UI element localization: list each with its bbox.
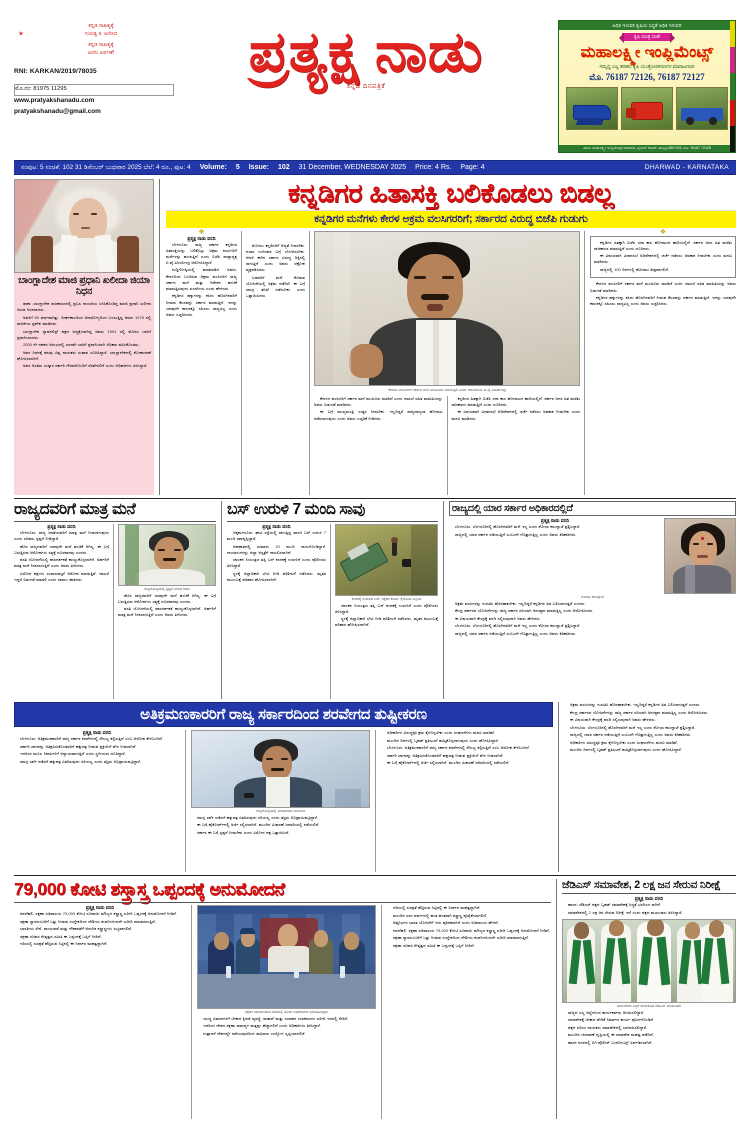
sec2-cont-p7: ಮುಂದಿನ ದಿನಗಳಲ್ಲಿ ಬೃಹತ್ ಪ್ರತಿಭಟನೆ ಹಮ್ಮಿಕೊಳ್ಳಲಾಗುವುದು ಎಂದು ಘೋಷಿಸಿದ್ದಾರೆ. bbox=[570, 747, 682, 753]
br-p6: ಮುಂದಿನ ಚುನಾವಣೆ ದೃಷ್ಟಿಯಲ್ಲಿ ಈ ಸಮಾವೇಶ ಮಹತ್ವ ಪಡೆದಿದೆ. bbox=[568, 1032, 654, 1038]
khaleda-para-2: ಅವರಿಗೆ 80 ವರ್ಷವಾಗಿತ್ತು. ದೀರ್ಘಕಾಲದಿಂದ ಅನಾರೋಗ್ಯದಿಂದ ಬಳಲುತ್ತಿದ್ದ ಅವರು 1975 ರಲ್ಲಿ ರಾಜಕೀಯ ಪ್ರವೇಶ ಮಾಡಿದರು. bbox=[17, 314, 151, 327]
bottom-right-caption: ಸಮಾವೇಶದ ಸಿದ್ಧತೆ ಪರಿಶೀಲಿಸಿದ ಜೆಡಿಎಸ್ ಮುಖಂಡರು bbox=[616, 1003, 682, 1008]
bl-c3-p2: ಮುಂದಿನ ಐದು ವರ್ಷಗಳಲ್ಲಿ ಹಂತ ಹಂತವಾಗಿ ಶಸ್ತ್ರಾಸ್ತ್ರ ಪೂರೈಕೆಯಾಗಲಿದೆ. bbox=[393, 912, 488, 918]
band-story-section bbox=[14, 702, 736, 872]
ad-phone: ಮೊ. 76187 72126, 76187 72127 bbox=[589, 71, 705, 82]
sec1-p6: ಸ್ಥಳಕ್ಕೆ ಜಿಲ್ಲಾಧಿಕಾರಿ ಭೇಟಿ ನೀಡಿ ಪರಿಶೀಲನೆ ನಡೆಸಿದರು. ಮೃತರ ಕುಟುಂಬಕ್ಕೆ ಪರಿಹಾರ ಘೋಷಿಸಲಾಗಿದೆ. bbox=[335, 616, 438, 628]
sec0-p6: ವಸತಿ ಯೋಜನೆಯಲ್ಲಿ ಪಾರದರ್ಶಕತೆ ಕಾಯ್ದುಕೊಳ್ಳಲಾಗಿದೆ. ಅರ್ಹರಿಗೆ ಮಾತ್ರ ಮನೆ ನೀಡಲಾಗುತ್ತಿದೆ ಎಂದು ಅವರು ತಿಳಿಸಿದರು. bbox=[118, 606, 216, 618]
band-headline: ಅತಿಕ್ರಮಣಕಾರರಿಗೆ ರಾಜ್ಯ ಸರ್ಕಾರದಿಂದ ಶರವೇಗದ ತುಷ್ಟೀಕರಣ bbox=[14, 702, 553, 727]
photo-jds-leaders bbox=[562, 919, 736, 1003]
br-p4: ಸಮಾವೇಶಕ್ಕೆ ಬೇಕಾದ ವೇದಿಕೆ ನಿರ್ಮಾಣ ಕಾರ್ಯ ಪೂರ್ಣಗೊಂಡಿದೆ. bbox=[568, 1017, 655, 1023]
bottom-left-column-3 bbox=[382, 905, 551, 1119]
sec2-cont-p6: ಅಧಿಕಾರಿಗಳ ವಿರುದ್ಧವೂ ಕ್ರಮ ಕೈಗೊಳ್ಳಬೇಕು ಎಂದು ಸಂಘಟನೆಗಳು ಮನವಿ ಮಾಡಿವೆ. bbox=[570, 739, 678, 745]
bl-c1-p3: ಭಾರತೀಯ ಸೇನೆ, ವಾಯುಪಡೆ ಮತ್ತು ನೌಕಾಪಡೆಗೆ ಆಧುನಿಕ ಶಸ್ತ್ರಾಸ್ತ್ರಗಳು ಲಭ್ಯವಾಗಲಿವೆ. bbox=[20, 926, 133, 932]
sec2-p6: ಬೆಂಗಳೂರು: ಬೆಂಗಳೂರಿನಲ್ಲಿ ಹೊರಗಿನವರಿಗೆ ಮನೆ ಇಲ್ಲ ಎಂದು ಶೋಭಾ ಕರಂದ್ಲಾಜೆ ಪ್ರಶ್ನಿಸಿದ್ದಾರೆ. bbox=[455, 623, 581, 629]
bottom-left-photo-column bbox=[192, 905, 382, 1119]
band-c3-p3: ಬೆಂಗಳೂರು: ಅತಿಕ್ರಮಣಕಾರರಿಗೆ ರಾಜ್ಯ ಸರ್ಕಾರ ಶರವೇಗದಲ್ಲಿ ಸೌಲಭ್ಯ ಕಲ್ಪಿಸುತ್ತಿದೆ ಎಂಬ ಆರೋಪ ಕೇಳಿಬಂದಿದೆ. bbox=[387, 745, 530, 751]
lead-c1-p1: ಬೆಂಗಳೂರು: ರಾಜ್ಯ ಸರ್ಕಾರ ಕನ್ನಡಿಗರ ಹಿತಾಸಕ್ತಿಯನ್ನು ಬಲಿಕೊಟ್ಟು ಅಕ್ರಮ ವಲಸಿಗರಿಗೆ ಮನೆಗಳನ್ನು ಹಂಚುತ್ತಿದೆ ಎಂದು ಬಿಜೆಪಿ ರಾಜ್ಯಾಧ್ಯಕ್ಷ ಬಿ.ವೈ.ವಿಜಯೇಂದ್ರ ಆರೋಪಿಸಿದ್ದಾರೆ. bbox=[166, 241, 237, 265]
sec2-cont-p4: ಬೆಂಗಳೂರು: ಬೆಂಗಳೂರಿನಲ್ಲಿ ಹೊರಗಿನವರಿಗೆ ಮನೆ ಇಲ್ಲ ಎಂದು ಶೋಭಾ ಕರಂದ್ಲಾಜೆ ಪ್ರಶ್ನಿಸಿದ್ದಾರೆ. bbox=[570, 724, 696, 730]
secondary-byline-2: ಪ್ರತ್ಯಕ್ಷ ನಾಡು ವರದಿ bbox=[540, 518, 570, 523]
bl-c2-p3: ಉತ್ಪಾದನೆ ದೇಶದಲ್ಲೇ ನಡೆಯುವುದರಿಂದ ಸಾವಿರಾರು ಉದ್ಯೋಗ ಸೃಷ್ಟಿಯಾಗಲಿದೆ. bbox=[203, 1030, 306, 1036]
khaleda-para-1: ಢಾಕಾ: ಬಾಂಗ್ಲಾದೇಶ ರಾಜಕಾರಣದಲ್ಲಿ ಪ್ರಬಲ ನಾಯಕಿಯ ಎನಿಸಿಕೊಂಡಿದ್ದ ಮಾಜಿ ಪ್ರಧಾನಿ ಖಲೀದಾ ಜಿಯಾ ನಿಧನರಾದರು. bbox=[17, 301, 151, 313]
byline-bullet-icon: ❖ bbox=[198, 228, 205, 236]
sec2-cont-p5: ರಾಜ್ಯದಲ್ಲಿ ಯಾರ ಸರ್ಕಾರ ನಡೆಯುತ್ತಿದೆ ಎಂಬುದೇ ಗೊತ್ತಾಗುತ್ತಿಲ್ಲ ಎಂದು ಅವರು ಕಿಡಿಕಾರಿದರು. bbox=[570, 732, 692, 738]
rni-number: RNI: KARKAN/2019/78035 bbox=[14, 68, 97, 76]
honor-line-4: ಅರಸು ಅರ್ಪಣೆ! bbox=[87, 50, 115, 57]
bl-c1-p2: ರಕ್ಷಣಾ ಸ್ವಾವಲಂಬನೆಗೆ ಒತ್ತು ನೀಡುವ ಉದ್ದೇಶದಿಂದ ದೇಶೀಯ ಕಂಪನಿಗಳಿಂದಲೇ ಖರೀದಿ ಮಾಡಲಾಗುತ್ತಿದೆ. bbox=[20, 918, 156, 924]
lead-c3-p2: ಈ ಬಗ್ಗೆ ಮುಖ್ಯಮಂತ್ರಿ ಉತ್ತರ ನೀಡಬೇಕು. ಇಲ್ಲದಿದ್ದರೆ ರಾಜ್ಯದಾದ್ಯಂತ ಹೋರಾಟ ನಡೆಸಲಾಗುವುದು ಎಂದು ಅವರು ಎಚ್ಚರಿಕೆ ನೀಡಿದರು. bbox=[314, 409, 443, 421]
issue-label: Issue: bbox=[248, 164, 269, 171]
bl-c3-p1: ಗಡಿಯಲ್ಲಿ ಸುರಕ್ಷತೆ ಹೆಚ್ಚಿಸುವ ನಿಟ್ಟಿನಲ್ಲಿ ಈ ನಿರ್ಧಾರ ಮಹತ್ವದ್ದಾಗಿದೆ. bbox=[393, 905, 481, 910]
khaleda-para-5: ಅವರ ನಿಧನಕ್ಕೆ ಹಲವು ವಿಶ್ವ ನಾಯಕರು ಸಂತಾಪ ಸೂಚಿಸಿದ್ದಾರೆ. ಬಾಂಗ್ಲಾದೇಶದಲ್ಲಿ ಶೋಕಾಚರಣೆ ಘೋಷಿಸಲಾಗಿದೆ. bbox=[17, 349, 151, 361]
info-kannada: ಸಂಪುಟ: 5 ಸಂಚಿಕೆ: 102 31 ಡಿಸೆಂಬರ್ ಬುಧವಾರ 2025 ಬೆಲೆ: 4 ರೂ., ಪುಟ: 4 bbox=[21, 163, 191, 171]
photo-bus-accident bbox=[335, 524, 438, 596]
masthead-title-block bbox=[174, 8, 558, 91]
lead-c3b-p2: ಈ ವಿಷಯವಾಗಿ ವಿಧಾನಸಭೆ ಅಧಿವೇಶನದಲ್ಲಿ ಚರ್ಚೆ ನಡೆಸಲು ಅವಕಾಶ ನೀಡಬೇಕು ಎಂದು ಮನವಿ ಮಾಡಿದರು. bbox=[451, 409, 580, 421]
bl-c3-p4: ನವದೆಹಲಿ: ರಕ್ಷಣಾ ಸಚಿವಾಲಯ 79,000 ಕೋಟಿ ರೂಪಾಯಿ ಮೌಲ್ಯದ ಶಸ್ತ್ರಾಸ್ತ್ರ ಖರೀದಿ ಒಪ್ಪಂದಕ್ಕೆ ಅನುಮೋದನೆ ನೀಡಿದೆ. bbox=[393, 927, 550, 933]
lead-c4-p3: ರಾಜ್ಯದಲ್ಲಿ 100 ದಿನಗಳಲ್ಲಿ ಹೋರಾಟ ತೀವ್ರವಾಗಲಿದೆ. bbox=[600, 266, 669, 272]
ad-color-strip bbox=[730, 21, 735, 152]
ad-image-plough bbox=[566, 87, 618, 130]
lead-column-1 bbox=[166, 228, 242, 495]
honor-line-2: ಗುರುತ್ವ ಕ. ಅಣಿಸಿದ bbox=[84, 31, 118, 38]
ad-ribbon: ಕೃಷಿ ಯಂತ್ರ ಸಲಹೆ bbox=[622, 33, 672, 41]
sec2-p2: ರಾಜ್ಯದಲ್ಲಿ ಯಾರ ಸರ್ಕಾರ ನಡೆಯುತ್ತಿದೆ ಎಂಬುದೇ ಗೊತ್ತಾಗುತ್ತಿಲ್ಲ ಎಂದು ಅವರು ಕಿಡಿಕಾರಿದರು. bbox=[455, 531, 577, 537]
bottom-left-caption: ರಕ್ಷಣಾ ಸಚಿವಾಲಯದ ಸಭೆಯಲ್ಲಿ ಹಿರಿಯ ಅಧಿಕಾರಿಗಳು ಭಾಗವಹಿಸಿದ್ದರು bbox=[245, 1009, 328, 1014]
band-photo-caption: ಸುದ್ದಿಗೋಷ್ಠಿಯಲ್ಲಿ ಮಾತನಾಡಿದ ಮುಖಂಡ bbox=[256, 808, 305, 813]
photo-vijayendra bbox=[314, 231, 580, 386]
advertisement-mahalakshmi[interactable] bbox=[558, 20, 736, 153]
band-c3-p1: ಅಧಿಕಾರಿಗಳ ವಿರುದ್ಧವೂ ಕ್ರಮ ಕೈಗೊಳ್ಳಬೇಕು ಎಂದು ಸಂಘಟನೆಗಳು ಮನವಿ ಮಾಡಿವೆ. bbox=[387, 730, 495, 735]
sec1-p3: ಚಾಲಕನ ನಿಯಂತ್ರಣ ತಪ್ಪಿ ಬಸ್ ಕಂದಕಕ್ಕೆ ಉರುಳಿದೆ ಎಂದು ಪೊಲೀಸರು ತಿಳಿಸಿದ್ದಾರೆ. bbox=[227, 557, 326, 569]
lead-column-3 bbox=[314, 396, 448, 495]
sec0-p4: ವಿರೋಧ ಪಕ್ಷಗಳು ಸುಖಾಸುಮ್ಮನೆ ಆರೋಪ ಮಾಡುತ್ತಿವೆ. ದಾಖಲೆ ಇದ್ದರೆ ಬಿಡುಗಡೆ ಮಾಡಲಿ ಎಂದು ಸವಾಲು ಹಾಕಿದರು. bbox=[14, 571, 109, 583]
bottom-right-byline: ಪ್ರತ್ಯಕ್ಷ ನಾಡು ವರದಿ bbox=[634, 896, 664, 902]
secondary-caption-2: ಶೋಭಾ ಕರಂದ್ಲಾಜೆ bbox=[581, 594, 604, 599]
secondary-headline-1: ಬಸ್ ಉರುಳಿ 7 ಮಂದಿ ಸಾವು bbox=[227, 501, 365, 518]
band-c1-p4: ಸಮಗ್ರ ಸರ್ವೆ ನಡೆಸದೆ ಹಕ್ಕುಪತ್ರ ವಿತರಿಸುವುದು ಸರಿಯಲ್ಲ ಎಂದು ತಜ್ಞರು ಅಭಿಪ್ರಾಯಪಟ್ಟಿದ್ದಾರೆ. bbox=[20, 758, 141, 764]
band-column-1 bbox=[14, 730, 186, 872]
ad-image-rotavator bbox=[621, 87, 673, 130]
br-p7: ಹಾಸನ ನಗರದಲ್ಲಿ ಬಿಗಿ ಪೊಲೀಸ್ ಬಂದೋಬಸ್ತ್ ಏರ್ಪಡಿಸಲಾಗಿದೆ. bbox=[568, 1039, 653, 1045]
band-c3-p4: ಸರ್ಕಾರಿ ಜಾಗವನ್ನು ಅತಿಕ್ರಮಿಸಿಕೊಂಡವರಿಗೆ ಹಕ್ಕುಪತ್ರ ನೀಡುವ ಪ್ರಕ್ರಿಯೆಗೆ ವೇಗ ನೀಡಲಾಗಿದೆ. bbox=[387, 752, 504, 758]
band-c2-p3: ಸರ್ಕಾರ ಈ ಬಗ್ಗೆ ಸ್ಪಷ್ಟನೆ ನೀಡಬೇಕು ಎಂದು ವಿರೋಧ ಪಕ್ಷ ಒತ್ತಾಯಿಸಿದೆ. bbox=[197, 829, 290, 835]
sec0-p1: ಬೆಂಗಳೂರು: ರಾಜ್ಯ ಜನತೆಯವರಿಗೆ ಮಾತ್ರ ಮನೆ ನೀಡಲಾಗುವುದು ಎಂದು ಸಚಿವರು ಸ್ಪಷ್ಟನೆ ನೀಡಿದ್ದಾರೆ. bbox=[14, 530, 109, 542]
sec2-p1: ಬೆಂಗಳೂರು: ಬೆಂಗಳೂರಿನಲ್ಲಿ ಹೊರಗಿನವರಿಗೆ ಮನೆ ಇಲ್ಲ ಎಂದು ಶೋಭಾ ಕರಂದ್ಲಾಜೆ ಪ್ರಶ್ನಿಸಿದ್ದಾರೆ. bbox=[455, 524, 581, 529]
lead-column-4 bbox=[584, 228, 736, 495]
br-p5: ಪಕ್ಷದ ಹಿರಿಯ ನಾಯಕರು ಸಮಾವೇಶದಲ್ಲಿ ಭಾಗವಹಿಸಲಿದ್ದಾರೆ. bbox=[568, 1024, 648, 1030]
sidebar-story-khaleda[interactable] bbox=[14, 179, 160, 495]
lead-headline: ಕನ್ನಡಿಗರ ಹಿತಾಸಕ್ತಿ ಬಲಿಕೊಡಲು ಬಿಡಲ್ಲ bbox=[288, 178, 614, 208]
photo-defence-meeting bbox=[197, 905, 376, 1009]
volume-value: 5 bbox=[235, 164, 240, 171]
bl-c2-p2: ಇದರಿಂದ ದೇಶದ ರಕ್ಷಣಾ ಸಾಮರ್ಥ್ಯ ಮತ್ತಷ್ಟು ಹೆಚ್ಚಾಗಲಿದೆ ಎಂದು ಅಧಿಕಾರಿಗಳು ತಿಳಿಸಿದ್ದಾರೆ. bbox=[203, 1023, 321, 1029]
sec1-p2: ಅಪಘಾತದಲ್ಲಿ ಸುಮಾರು 20 ಮಂದಿ ಗಾಯಗೊಂಡಿದ್ದಾರೆ. ಗಾಯಾಳುಗಳನ್ನು ಜಿಲ್ಲಾ ಆಸ್ಪತ್ರೆಗೆ ದಾಖಲಿಸಲಾಗಿದೆ. bbox=[227, 543, 326, 555]
issue-date: 31 December, WEDNESDAY 2025 bbox=[298, 164, 407, 171]
honor-line-3: ಕನ್ನಡ ಸಾಹಿತ್ಯಕ್ಕೆ bbox=[88, 42, 114, 49]
secondary-story-1[interactable] bbox=[222, 501, 444, 699]
band-c3-p5: ಈ ಬಗ್ಗೆ ಹೈಕೋರ್ಟ್‌ನಲ್ಲಿ ಅರ್ಜಿ ಸಲ್ಲಿಸಲಾಗಿದೆ. ಮುಂದಿನ ವಿಚಾರಣೆ ಜನವರಿಯಲ್ಲಿ ನಡೆಯಲಿದೆ. bbox=[387, 760, 510, 766]
lead-c3b-p1: ಕನ್ನಡಿಗರ ಹಿತಕ್ಕಾಗಿ ಬಿಜೆಪಿ ಸದಾ ಕಾಲ ಹೋರಾಟದ ಹಾದಿಯಲ್ಲಿದೆ. ಸರ್ಕಾರ ಜನರ ಹಿತ ಮರೆತು ರಾಜಕಾರಣ ಮಾಡುತ್ತಿದೆ ಎಂದು ದೂರಿದರು. bbox=[451, 395, 580, 407]
band-byline: ಪ್ರತ್ಯಕ್ಷ ನಾಡು ವರದಿ bbox=[82, 730, 112, 735]
photo-khaleda-zia bbox=[14, 179, 154, 273]
br-p1: ಹಾಸನ: ಜೆಡಿಎಸ್ ಪಕ್ಷದ ಬೃಹತ್ ಸಮಾವೇಶಕ್ಕೆ ಸಿದ್ಧತೆ ಭರದಿಂದ ಸಾಗಿದೆ. bbox=[568, 902, 662, 908]
bottom-left-byline: ಪ್ರತ್ಯಕ್ಷ ನಾಡು ವರದಿ bbox=[85, 905, 115, 910]
band-c1-p1: ಬೆಂಗಳೂರು: ಅತಿಕ್ರಮಣಕಾರರಿಗೆ ರಾಜ್ಯ ಸರ್ಕಾರ ಶರವೇಗದಲ್ಲಿ ಸೌಲಭ್ಯ ಕಲ್ಪಿಸುತ್ತಿದೆ ಎಂಬ ಆರೋಪ ಕೇಳಿಬಂದಿದೆ. bbox=[20, 736, 163, 741]
band-c1-p3: ಇದರಿಂದ ಮೂಲ ನಿವಾಸಿಗಳಿಗೆ ಅನ್ಯಾಯವಾಗುತ್ತಿದೆ ಎಂದು ಸ್ಥಳೀಯರು ದೂರಿದ್ದಾರೆ. bbox=[20, 751, 126, 757]
ad-top-banner: ಅಧಿಕ ಇಳುವರಿ ಕೃಷಿಯ ಸಿದ್ಧತೆ ಅಧಿಕ ಇಳುವರಿ bbox=[559, 21, 735, 30]
byline-bullet-icon-2: ❖ bbox=[659, 228, 667, 236]
bl-c1-p4: ರಕ್ಷಣಾ ಸಚಿವರ ನೇತೃತ್ವದ ಸಮಿತಿ ಈ ಒಪ್ಪಂದಕ್ಕೆ ಒಪ್ಪಿಗೆ ನೀಡಿದೆ. bbox=[20, 933, 102, 939]
honor-line-1: ಕನ್ನಡ ಸಾಹಿತ್ಯಕ್ಕೆ bbox=[88, 23, 114, 29]
sec2-cont-p1: ಅಕ್ರಮ ವಲಸಿಗರನ್ನು ಗುರುತಿಸಿ ಹೊರಹಾಕಬೇಕು. ಇಲ್ಲದಿದ್ದರೆ ಕನ್ನಡಿಗರ ಹಿತ ಬಲಿಯಾಗುತ್ತದೆ ಎಂದರು. bbox=[570, 702, 701, 707]
ad-footer-address: ವಿಳಾಸ: ಮಹಾಲಕ್ಷ್ಮೀ ಇಂಪ್ಲಿಮೆಂಟ್ಸ್ ಧಾರವಾಡ, ಬೈಪಾಸ್ ರೋಡ್, ಹುಬ್ಬಳ್ಳಿ-580 029, ಮೊ: 76187 72126 bbox=[559, 145, 735, 152]
paper-title: ಪ್ರತ್ಯಕ್ಷ ನಾಡು bbox=[248, 21, 484, 84]
sec2-p4: ಕೇಂದ್ರ ಸರ್ಕಾರದ ಯೋಜನೆಗಳನ್ನು ರಾಜ್ಯ ಸರ್ಕಾರ ಸರಿಯಾಗಿ ಅನುಷ್ಠಾನ ಮಾಡುತ್ತಿಲ್ಲ ಎಂದು ಆರೋಪಿಸಿದರು. bbox=[455, 608, 594, 614]
lead-column-2 bbox=[242, 231, 310, 495]
sec2-p3: ಅಕ್ರಮ ವಲಸಿಗರನ್ನು ಗುರುತಿಸಿ ಹೊರಹಾಕಬೇಕು. ಇಲ್ಲದಿದ್ದರೆ ಕನ್ನಡಿಗರ ಹಿತ ಬಲಿಯಾಗುತ್ತದೆ ಎಂದರು. bbox=[455, 600, 586, 606]
website-link[interactable]: www.pratyakshanadu.com bbox=[14, 96, 95, 104]
khaleda-headline: ಬಾಂಗ್ಲಾದೇಶ ಮಾಜಿ ಪ್ರಧಾನಿ ಖಲೀದಾ ಜಿಯಾ ನಿಧನ bbox=[18, 275, 150, 298]
band-c2-p1: ಸಮಗ್ರ ಸರ್ವೆ ನಡೆಸದೆ ಹಕ್ಕುಪತ್ರ ವಿತರಿಸುವುದು ಸರಿಯಲ್ಲ ಎಂದು ತಜ್ಞರು ಅಭಿಪ್ರಾಯಪಟ್ಟಿದ್ದಾರೆ. bbox=[197, 814, 318, 820]
br-p3: ರಾಜ್ಯದ ಎಲ್ಲ ಜಿಲ್ಲೆಗಳಿಂದ ಕಾರ್ಯಕರ್ತರು ಆಗಮಿಸಲಿದ್ದಾರೆ. bbox=[568, 1009, 645, 1015]
lead-story[interactable] bbox=[160, 179, 736, 495]
secondary-byline-1: ಪ್ರತ್ಯಕ್ಷ ನಾಡು ವರದಿ bbox=[262, 524, 291, 529]
star-icon: ✶ bbox=[18, 31, 24, 38]
sec0-p2: ಹೊರ ರಾಜ್ಯದವರಿಗೆ ಯಾವುದೇ ಮನೆ ಹಂಚಿಕೆ ಆಗಿಲ್ಲ. ಈ ಬಗ್ಗೆ ಬರುತ್ತಿರುವ ಆರೋಪಗಳು ಸತ್ಯಕ್ಕೆ ದೂರವಾದವು ಎಂದರು. bbox=[14, 543, 109, 555]
lead-c4-extra-1: ಕೇರಳದ ವಲಸಿಗರಿಗೆ ಸರ್ಕಾರ ಮನೆ ಮಂಜೂರು ಮಾಡಿದೆ ಎಂದು ದಾಖಲೆ ಸಹಿತ ಮಾಹಿತಿಯನ್ನು ಅವರು ಬಿಡುಗಡೆ ಮಾಡಿದರು. bbox=[590, 281, 736, 293]
bottom-right-story[interactable] bbox=[557, 879, 736, 1119]
sec0-p3: ವಸತಿ ಯೋಜನೆಯಲ್ಲಿ ಪಾರದರ್ಶಕತೆ ಕಾಯ್ದುಕೊಳ್ಳಲಾಗಿದೆ. ಅರ್ಹರಿಗೆ ಮಾತ್ರ ಮನೆ ನೀಡಲಾಗುತ್ತಿದೆ ಎಂದು ಅವರು ತಿಳಿಸಿದರು. bbox=[14, 557, 109, 569]
secondary-byline-0: ಪ್ರತ್ಯಕ್ಷ ನಾಡು ವರದಿ bbox=[47, 524, 76, 529]
lead-c4-p2: ಈ ವಿಷಯವಾಗಿ ವಿಧಾನಸಭೆ ಅಧಿವೇಶನದಲ್ಲಿ ಚರ್ಚೆ ನಡೆಸಲು ಅವಕಾಶ ನೀಡಬೇಕು ಎಂದು ಮನವಿ ಮಾಡಿದರು. bbox=[594, 253, 732, 265]
lead-column-3b bbox=[448, 396, 581, 495]
issue-pages: Page: 4 bbox=[460, 164, 485, 171]
lead-photo-column bbox=[310, 231, 584, 495]
bottom-section bbox=[14, 879, 736, 1119]
khaleda-para-3: ಬಾಂಗ್ಲಾದೇಶ ನ್ಯಾಷನಲಿಸ್ಟ್ ಪಕ್ಷದ ಅಧ್ಯಕ್ಷೆಯಾಗಿದ್ದ ಅವರು 1991 ರಲ್ಲಿ ಮೊದಲ ಬಾರಿಗೆ ಪ್ರಧಾನಿಯಾದರು. bbox=[17, 328, 151, 340]
band-c1-p2: ಸರ್ಕಾರಿ ಜಾಗವನ್ನು ಅತಿಕ್ರಮಿಸಿಕೊಂಡವರಿಗೆ ಹಕ್ಕುಪತ್ರ ನೀಡುವ ಪ್ರಕ್ರಿಯೆಗೆ ವೇಗ ನೀಡಲಾಗಿದೆ. bbox=[20, 743, 137, 749]
bl-c1-p1: ನವದೆಹಲಿ: ರಕ್ಷಣಾ ಸಚಿವಾಲಯ 79,000 ಕೋಟಿ ರೂಪಾಯಿ ಮೌಲ್ಯದ ಶಸ್ತ್ರಾಸ್ತ್ರ ಖರೀದಿ ಒಪ್ಪಂದಕ್ಕೆ ಅನುಮೋದನೆ ನೀಡಿದೆ. bbox=[20, 911, 177, 916]
band-photo-column bbox=[186, 730, 376, 872]
lead-c1-p2: ಸುದ್ದಿಗೋಷ್ಠಿಯಲ್ಲಿ ಮಾತನಾಡಿದ ಅವರು, ಕೇರಳದಿಂದ ಬಂದಿರುವ ಅಕ್ರಮ ವಲಸಿಗರಿಗೆ ರಾಜ್ಯ ಸರ್ಕಾರ ಮನೆ ಮತ್ತು ನಿವೇಶನ ಹಂಚಿಕೆ ಮಾಡುತ್ತಿರುವುದು ಖಂಡನೀಯ ಎಂದು ಹೇಳಿದರು. bbox=[166, 267, 237, 291]
sec2-cont-p3: ಈ ವಿಷಯವಾಗಿ ಕೇಂದ್ರಕ್ಕೆ ವರದಿ ಸಲ್ಲಿಸುವುದಾಗಿ ಅವರು ಹೇಳಿದರು. bbox=[570, 717, 656, 723]
sec1-p5: ಚಾಲಕನ ನಿಯಂತ್ರಣ ತಪ್ಪಿ ಬಸ್ ಕಂದಕಕ್ಕೆ ಉರುಳಿದೆ ಎಂದು ಪೊಲೀಸರು ತಿಳಿಸಿದ್ದಾರೆ. bbox=[335, 602, 438, 614]
ad-tagline: ಸಮೃದ್ಧ ಎಲ್ಲ ತರಹದ ಕೃಷಿ ಯಂತ್ರೋಪಕರಣಗಳ ಮಾರಾಟಗಾರ! bbox=[599, 64, 695, 70]
photo-shobha-karandlaje bbox=[664, 518, 736, 594]
bottom-left-headline: 79,000 ಕೋಟಿ ಶಸ್ತ್ರಾಸ್ತ್ರ ಒಪ್ಪಂದಕ್ಕೆ ಅನುಮೋದನೆ bbox=[14, 879, 285, 899]
issue-info-bar bbox=[14, 160, 736, 175]
bottom-right-headline: ಜೆಡಿಎಸ್ ಸಮಾವೇಶ, 2 ಲಕ್ಷ ಜನ ಸೇರುವ ನಿರೀಕ್ಷೆ bbox=[562, 879, 721, 891]
paper-subtitle: ಕನ್ನಡ ದಿನಪತ್ರಿಕೆ bbox=[346, 83, 386, 91]
secondary-story-0[interactable] bbox=[14, 501, 222, 699]
issue-place: DHARWAD - KARNATAKA bbox=[644, 164, 729, 171]
ad-brand-name: ಮಹಾಲಕ್ಷ್ಮೀ ಇಂಪ್ಲಿಮೆಂಟ್ಸ್ bbox=[580, 43, 714, 61]
secondary-caption-1: ಕಂದಕಕ್ಕೆ ಉರುಳಿದ ಬಸ್; ರಕ್ಷಣಾ ಕಾರ್ಯ ಕೈಗೊಂಡ ಸಿಬ್ಬಂದಿ bbox=[351, 596, 422, 601]
lead-section bbox=[14, 179, 736, 495]
lead-c1-p3: ಕನ್ನಡಿಗರ ಹಕ್ಕುಗಳನ್ನು ಕಸಿದು ಹೊರಗಿನವರಿಗೆ ನೀಡುವ ಕೆಲಸವನ್ನು ಸರ್ಕಾರ ಮಾಡುತ್ತಿದೆ. ಇದನ್ನು ಯಾವುದೇ ಕಾರಣಕ್ಕೂ ಸಹಿಸಲು ಸಾಧ್ಯವಿಲ್ಲ ಎಂದು ಅವರು ಎಚ್ಚರಿಸಿದರು. bbox=[166, 293, 237, 317]
band-c2-p2: ಈ ಬಗ್ಗೆ ಹೈಕೋರ್ಟ್‌ನಲ್ಲಿ ಅರ್ಜಿ ಸಲ್ಲಿಸಲಾಗಿದೆ. ಮುಂದಿನ ವಿಚಾರಣೆ ಜನವರಿಯಲ್ಲಿ ನಡೆಯಲಿದೆ. bbox=[197, 822, 320, 828]
issue-price: Price: 4 Rs. bbox=[415, 164, 452, 171]
lead-subhead: ಕನ್ನಡಿಗರ ಮನೆಗಳು ಕೇರಳ ಅಕ್ರಮ ವಲಸಿಗರರಿಗೆ; ಸರ್ಕಾರದ ವಿರುದ್ಧ ಬಿಜೆಪಿ ಗುಡುಗು bbox=[166, 210, 736, 228]
email-link[interactable]: pratyakshanadu@gmail.com bbox=[14, 107, 101, 115]
bl-c2-p1: ಯುದ್ಧ ವಿಮಾನಗಳಿಗೆ ಬೇಕಾದ ಕ್ಷಿಪಣಿ ವ್ಯವಸ್ಥೆ, ರಾಡಾರ್ ಮತ್ತು ಸಂವಹನ ಉಪಕರಣಗಳ ಖರೀದಿ ಇದರಲ್ಲಿ ಸೇರಿದೆ. bbox=[203, 1015, 349, 1021]
band-story[interactable] bbox=[14, 702, 559, 872]
masthead-left-info bbox=[14, 8, 174, 117]
secondary-stories-row bbox=[14, 501, 736, 699]
photo-minister bbox=[118, 524, 216, 586]
secondary-headline-2: ರಾಜ್ಯದಲ್ಲಿ ಯಾರ ಸರ್ಕಾರ ಅಧಿಕಾರದಲ್ಲಿದೆ bbox=[452, 503, 573, 514]
sec2-p7: ರಾಜ್ಯದಲ್ಲಿ ಯಾರ ಸರ್ಕಾರ ನಡೆಯುತ್ತಿದೆ ಎಂಬುದೇ ಗೊತ್ತಾಗುತ್ತಿಲ್ಲ ಎಂದು ಅವರು ಕಿಡಿಕಾರಿದರು. bbox=[455, 630, 577, 636]
bl-c3-p5: ರಕ್ಷಣಾ ಸ್ವಾವಲಂಬನೆಗೆ ಒತ್ತು ನೀಡುವ ಉದ್ದೇಶದಿಂದ ದೇಶೀಯ ಕಂಪನಿಗಳಿಂದಲೇ ಖರೀದಿ ಮಾಡಲಾಗುತ್ತಿದೆ. bbox=[393, 935, 529, 941]
br-p2: ಸಮಾವೇಶದಲ್ಲಿ 2 ಲಕ್ಷ ಜನ ಸೇರುವ ನಿರೀಕ್ಷೆ ಇದೆ ಎಂದು ಪಕ್ಷದ ಮುಖಂಡರು ತಿಳಿಸಿದ್ದಾರೆ. bbox=[568, 909, 683, 915]
sec2-p5: ಈ ವಿಷಯವಾಗಿ ಕೇಂದ್ರಕ್ಕೆ ವರದಿ ಸಲ್ಲಿಸುವುದಾಗಿ ಅವರು ಹೇಳಿದರು. bbox=[455, 615, 541, 621]
volume-label: Volume: bbox=[199, 164, 227, 171]
lead-c3-p1: ಕೇರಳದ ವಲಸಿಗರಿಗೆ ಸರ್ಕಾರ ಮನೆ ಮಂಜೂರು ಮಾಡಿದೆ ಎಂದು ದಾಖಲೆ ಸಹಿತ ಮಾಹಿತಿಯನ್ನು ಅವರು ಬಿಡುಗಡೆ ಮಾಡಿದರು. bbox=[314, 395, 443, 407]
bl-c1-p5: ಗಡಿಯಲ್ಲಿ ಸುರಕ್ಷತೆ ಹೆಚ್ಚಿಸುವ ನಿಟ್ಟಿನಲ್ಲಿ ಈ ನಿರ್ಧಾರ ಮಹತ್ವದ್ದಾಗಿದೆ. bbox=[20, 941, 108, 947]
sec1-p1: ಚಿಕ್ಕಮಗಳೂರು: ಘಾಟಿ ರಸ್ತೆಯಲ್ಲಿ ಸಾಗುತ್ತಿದ್ದ ಖಾಸಗಿ ಬಸ್ ಉರುಳಿ 7 ಮಂದಿ ಸಾವನ್ನಪ್ಪಿದ್ದಾರೆ. bbox=[227, 530, 326, 542]
band-column-3 bbox=[376, 730, 553, 872]
lead-c2-p2: ಬಡವರಿಗೆ ಮನೆ ಕೊಡುವ ಯೋಜನೆಯಲ್ಲಿ ಅಕ್ರಮ ನಡೆದಿದೆ. ಈ ಬಗ್ಗೆ ಸಮಗ್ರ ತನಿಖೆ ನಡೆಸಬೇಕು ಎಂದು ಒತ್ತಾಯಿಸಿದರು. bbox=[246, 274, 305, 299]
bl-c3-p3: ಆತ್ಮನಿರ್ಭರ ಭಾರತ ಯೋಜನೆಗೆ ಇದು ಪೂರಕವಾಗಿದೆ ಎಂದು ಸಚಿವಾಲಯ ಹೇಳಿದೆ. bbox=[393, 920, 499, 926]
sec0-p5: ಹೊರ ರಾಜ್ಯದವರಿಗೆ ಯಾವುದೇ ಮನೆ ಹಂಚಿಕೆ ಆಗಿಲ್ಲ. ಈ ಬಗ್ಗೆ ಬರುತ್ತಿರುವ ಆರೋಪಗಳು ಸತ್ಯಕ್ಕೆ ದೂರವಾದವು ಎಂದರು. bbox=[118, 592, 216, 604]
khaleda-para-4: 2000 ನೇ ದಶಕದ ಆರಂಭದಲ್ಲಿ ಎರಡನೇ ಬಾರಿಗೆ ಪ್ರಧಾನಿಯಾಗಿ ಅಧಿಕಾರ ವಹಿಸಿಕೊಂಡರು. bbox=[23, 342, 140, 348]
photo-press-conference bbox=[191, 730, 370, 808]
masthead bbox=[14, 8, 736, 156]
lead-c4-p1: ಕನ್ನಡಿಗರ ಹಿತಕ್ಕಾಗಿ ಬಿಜೆಪಿ ಸದಾ ಕಾಲ ಹೋರಾಟದ ಹಾದಿಯಲ್ಲಿದೆ. ಸರ್ಕಾರ ಜನರ ಹಿತ ಮರೆತು ರಾಜಕಾರಣ ಮಾಡುತ್ತಿದೆ ಎಂದು ದೂರಿದರು. bbox=[594, 239, 732, 251]
lead-c2-p1: ಮೊದಲು ಕನ್ನಡಿಗರಿಗೆ ಆದ್ಯತೆ ನೀಡಬೇಕು. ನಂತರ ಉಳಿದವರ ಬಗ್ಗೆ ಯೋಚಿಸಬೇಕು. ಆದರೆ ಈಗಿನ ಸರ್ಕಾರ ವಿರುದ್ಧ ದಿಕ್ಕಿನಲ್ಲಿ ಸಾಗುತ್ತಿದೆ ಎಂದು ಅವರು ಆಕ್ರೋಶ ವ್ಯಕ್ತಪಡಿಸಿದರು. bbox=[246, 242, 305, 273]
issue-value: 102 bbox=[277, 164, 290, 171]
sec2-cont-p2: ಕೇಂದ್ರ ಸರ್ಕಾರದ ಯೋಜನೆಗಳನ್ನು ರಾಜ್ಯ ಸರ್ಕಾರ ಸರಿಯಾಗಿ ಅನುಷ್ಠಾನ ಮಾಡುತ್ತಿಲ್ಲ ಎಂದು ಆರೋಪಿಸಿದರು. bbox=[570, 709, 709, 715]
secondary-story-2[interactable] bbox=[444, 501, 736, 699]
khaleda-para-6: ಅವರ ಅಂತಿಮ ಸಂಸ್ಕಾರ ಸರ್ಕಾರಿ ಗೌರವದೊಂದಿಗೆ ನೆರವೇರಲಿದೆ ಎಂದು ಅಧಿಕಾರಿಗಳು ತಿಳಿಸಿದ್ದಾರೆ. bbox=[23, 363, 148, 369]
lead-photo-caption: ಕೇರಳದ ವಲಸಿಗರಿಗೆ ಸರ್ಕಾರ ಮನೆ ಮಂಜೂರು ಮಾಡುತ್ತಿದೆ ಎಂದು ಆರೋಪಿಸಿದ ಬಿ.ವೈ.ವಿಜಯೇಂದ್ರ bbox=[388, 388, 506, 393]
secondary-headline-0: ರಾಜ್ಯದವರಿಗೆ ಮಾತ್ರ ಮನೆ bbox=[14, 501, 136, 518]
secondary-story-2-continued bbox=[559, 702, 736, 872]
ad-product-images bbox=[559, 87, 735, 130]
lead-byline: ಪ್ರತ್ಯಕ್ಷ ನಾಡು ವರದಿ bbox=[187, 235, 216, 241]
band-c3-p2: ಮುಂದಿನ ದಿನಗಳಲ್ಲಿ ಬೃಹತ್ ಪ್ರತಿಭಟನೆ ಹಮ್ಮಿಕೊಳ್ಳಲಾಗುವುದು ಎಂದು ಘೋಷಿಸಿದ್ದಾರೆ. bbox=[387, 737, 499, 743]
sec1-p4: ಸ್ಥಳಕ್ಕೆ ಜಿಲ್ಲಾಧಿಕಾರಿ ಭೇಟಿ ನೀಡಿ ಪರಿಶೀಲನೆ ನಡೆಸಿದರು. ಮೃತರ ಕುಟುಂಬಕ್ಕೆ ಪರಿಹಾರ ಘೋಷಿಸಲಾಗಿದೆ. bbox=[227, 571, 326, 583]
ad-image-trailer bbox=[676, 87, 728, 130]
bl-c3-p6: ರಕ್ಷಣಾ ಸಚಿವರ ನೇತೃತ್ವದ ಸಮಿತಿ ಈ ಒಪ್ಪಂದಕ್ಕೆ ಒಪ್ಪಿಗೆ ನೀಡಿದೆ. bbox=[393, 942, 475, 948]
phone-number: ಮೊ.ನಂ: 81975 11295 bbox=[14, 84, 174, 96]
secondary-caption-0: ಸುದ್ದಿಗೋಷ್ಠಿಯಲ್ಲಿ ಸ್ಪಷ್ಟನೆ ನೀಡಿದ ಸಚಿವ bbox=[144, 586, 190, 591]
lead-c4-extra-2: ಕನ್ನಡಿಗರ ಹಕ್ಕುಗಳನ್ನು ಕಸಿದು ಹೊರಗಿನವರಿಗೆ ನೀಡುವ ಕೆಲಸವನ್ನು ಸರ್ಕಾರ ಮಾಡುತ್ತಿದೆ. ಇದನ್ನು ಯಾವುದೇ ಕಾರಣಕ್ಕೂ ಸಹಿಸಲು ಸಾಧ್ಯವಿಲ್ಲ ಎಂದು ಅವರು ಎಚ್ಚರಿಸಿದರು. bbox=[590, 295, 736, 307]
bottom-left-column-1 bbox=[14, 905, 192, 1119]
bottom-left-story[interactable] bbox=[14, 879, 557, 1119]
